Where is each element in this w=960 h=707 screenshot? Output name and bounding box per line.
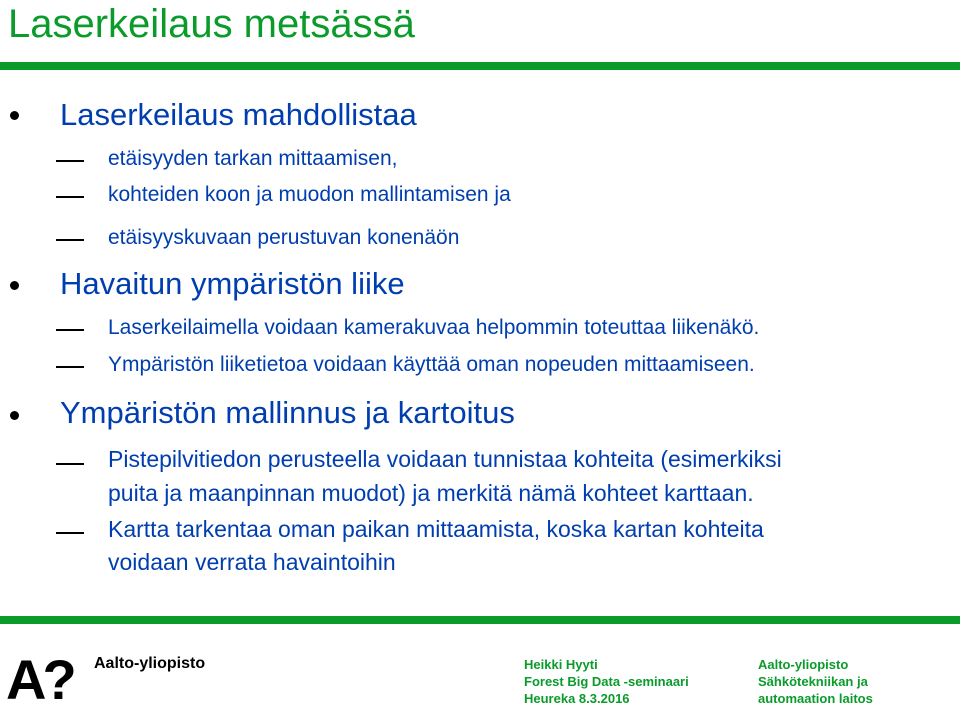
section-heading: Havaitun ympäristön liike (60, 266, 405, 301)
org-line: Sähkötekniikan ja (758, 674, 868, 689)
dash-icon (56, 239, 84, 241)
place-date: Heureka 8.3.2016 (524, 691, 630, 706)
footer-presentation-info (524, 656, 689, 707)
logo-text: A? (6, 652, 73, 702)
org-line: automaation laitos (758, 691, 873, 706)
section-heading: Ympäristön mallinnus ja kartoitus (60, 395, 515, 430)
list-item-line: Pistepilvitiedon perusteella voidaan tunnistaa kohteita (esimerkiksi (108, 446, 782, 472)
dash-icon (56, 160, 84, 162)
list-item: etäisyyden tarkan mittaamisen, (108, 147, 398, 170)
list-item-line: voidaan verrata havaintoihin (108, 549, 396, 575)
list-item: kohteiden koon ja muodon mallintamisen ja (108, 183, 511, 206)
top-divider (0, 62, 960, 70)
list-item-line: puita ja maanpinnan muodot) ja merkitä nämä kohteet karttaan. (108, 480, 754, 506)
dash-icon (56, 463, 84, 465)
bullet-icon (10, 411, 19, 420)
presenter-name: Heikki Hyyti (524, 657, 598, 672)
list-item-line: Kartta tarkentaa oman paikan mittaamista, koska kartan kohteita (108, 516, 764, 542)
aalto-logo-icon (6, 652, 80, 702)
slide-title: Laserkeilaus metsässä (8, 2, 415, 46)
bullet-icon (10, 111, 19, 120)
footer-organization (758, 656, 873, 707)
list-item: Ympäristön liiketietoa voidaan käyttää oman nopeuden mittaamiseen. (108, 353, 755, 376)
university-name: Aalto-yliopisto (94, 655, 206, 672)
bottom-divider (0, 616, 960, 624)
dash-icon (56, 329, 84, 331)
bullet-icon (10, 281, 19, 290)
list-item: Laserkeilaimella voidaan kamerakuvaa helpommin toteuttaa liikenäkö. (108, 316, 760, 339)
org-line: Aalto-yliopisto (758, 657, 849, 672)
list-item: etäisyyskuvaan perustuvan konenäön (108, 226, 460, 249)
dash-icon (56, 532, 84, 534)
dash-icon (56, 196, 84, 198)
dash-icon (56, 366, 84, 368)
section-heading: Laserkeilaus mahdollistaa (60, 97, 417, 132)
event-name: Forest Big Data -seminaari (524, 674, 689, 689)
